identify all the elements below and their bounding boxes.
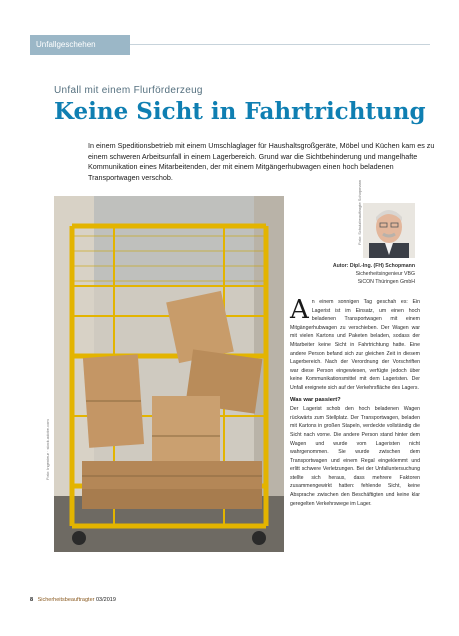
- author-photo-credit: Foto: Schutzbeauftragte Schopmann: [357, 179, 362, 245]
- lead-paragraph: In einem Speditionsbetrieb mit einem Umschlaglager für Haushaltsgroßgeräte, Möbel und Küchen kam es zu einem schweren Arbeitsunfall in einem Lagerbereich. Grund war die Sichtbehinderung und mangelhafte Kommunikation eines Mitarbeitenden, der mit einem Mitgängerhubwagen einen hoch beladenen Transportwagen verschob.: [88, 141, 435, 182]
- author-role: Sicherheitsingenieur VBG: [355, 271, 415, 277]
- page-footer: [30, 597, 116, 603]
- article-paragraph: Der Lagerist schob den hoch beladenen Wagen rückwärts zum Stellplatz. Der Transportwagen, beladen mit Kartons in großen Stapeln, verdeckte vollständig die Sicht nach vorne. Die andere Person stand hinter dem Wagen und wurde vom Lageristen nicht wahrgenommen. Sie wurde zwischen dem Transportwagen und einem Regal eingeklemmt und erlitt schwere Verletzungen. Bei der Unfalluntersuchung stellte sich heraus, dass mehrere Faktoren zusammengewirkt hatten: fehlende Sicht, keine Absprache zwischen den Beschäftigten und keine klar geregelten Verkehrswege im Lager.: [290, 406, 420, 507]
- page-number: 8: [30, 597, 34, 603]
- author-info: [290, 262, 415, 286]
- section-rule: [130, 44, 430, 45]
- issue-number: 03/2019: [96, 597, 116, 603]
- article-body: [290, 295, 420, 508]
- photo-credit: Foto: Ingenieur · stock.adobe.com: [45, 419, 50, 480]
- author-portrait: [363, 203, 415, 258]
- section-tag: Unfallgeschehen: [30, 35, 130, 55]
- author-name: Autor: Dipl.-Ing. (FH) Schopmann: [332, 263, 415, 269]
- publication-name: Sicherheitsbeauftragter: [37, 597, 95, 603]
- article-subhead: Was war passiert?: [290, 396, 341, 403]
- author-photo: [363, 203, 415, 258]
- article-photo: [54, 196, 284, 552]
- article-intro: n einem sonnigen Tag geschah es: Ein Lagerist ist im Einsatz, um einen hoch beladenen Transportwagen mit einem Mitgängerhubwagen zu verschieben. Der Wagen war mit vielen Kartons und Paketen beladen, sodass der Mitarbeiter keine Sicht in Fahrtrichtung hatte. Eine andere Person befand sich zur gleichen Zeit in diesem Lagerbereich. Nach der Verordnung der Vorschriften war diese Person eingewiesen, verfügte jedoch über keine Kommunikationsmittel mit dem Lageristen. Der Unfall ereignete sich auf der Verkehrsfläche des Lagers.: [290, 299, 420, 391]
- photo-transport-cart: [54, 196, 284, 552]
- drop-cap: A: [290, 295, 309, 325]
- headline: Keine Sicht in Fahrtrichtung: [54, 98, 426, 125]
- kicker: Unfall mit einem Flurförderzeug: [54, 85, 203, 96]
- author-org: SiCON Thüringen GmbH: [357, 279, 415, 285]
